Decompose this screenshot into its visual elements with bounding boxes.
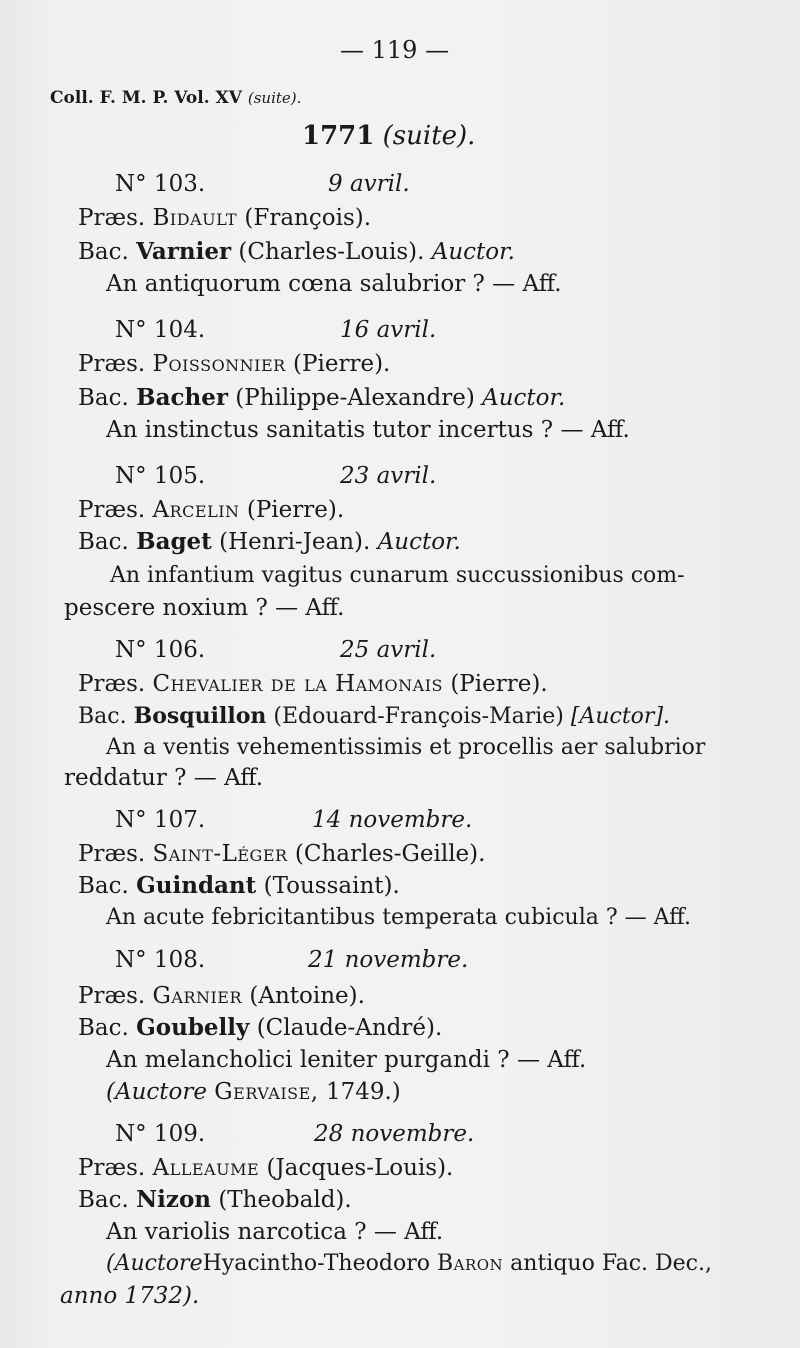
- thesis-question: An instinctus sanitatis tutor incertus ? — Aff.: [106, 417, 630, 443]
- bachelor-label: Bac.: [78, 385, 129, 411]
- entry-number: N° 103.: [115, 171, 206, 197]
- praeses-line: [78, 350, 390, 378]
- bachelor-auctor: Auctor.: [482, 385, 566, 411]
- bachelor-label: Bac.: [78, 704, 127, 729]
- praeses-line: [78, 982, 365, 1010]
- bachelor-firstname: (Philippe-Alexandre): [235, 385, 475, 411]
- bachelor-name: Nizon: [136, 1186, 212, 1213]
- year-number: 1771: [302, 121, 375, 151]
- praeses-label: Præs.: [78, 841, 146, 867]
- bachelor-firstname: (Claude-André).: [256, 1015, 443, 1041]
- thesis-question-continued: reddatur ? — Aff.: [64, 765, 264, 791]
- praeses-line: [78, 496, 344, 524]
- bachelor-label: Bac.: [78, 873, 129, 899]
- bachelor-name: Bosquillon: [133, 703, 267, 729]
- praeses-firstname: (Charles-Geille).: [294, 841, 486, 867]
- entry-date: 23 avril.: [340, 463, 437, 489]
- entry-date: 9 avril.: [328, 171, 410, 197]
- bachelor-name: Baget: [136, 528, 212, 555]
- praeses-label: Præs.: [78, 205, 146, 231]
- praeses-label: Præs.: [78, 497, 146, 523]
- thesis-question: An antiquorum cœna salubrior ? — Aff.: [106, 271, 562, 297]
- bachelor-firstname: (Edouard-François-Marie): [273, 704, 564, 729]
- entry-date: 14 novembre.: [312, 807, 473, 833]
- bachelor-line: [78, 702, 670, 731]
- praeses-firstname: (Jacques-Louis).: [266, 1155, 454, 1181]
- praeses-firstname: (François).: [244, 205, 372, 231]
- praeses-firstname: (Antoine).: [249, 983, 365, 1009]
- thesis-question: An acute febricitantibus temperata cubicula ? — Aff.: [106, 905, 691, 930]
- praeses-label: Præs.: [78, 983, 146, 1009]
- bachelor-firstname: (Theobald).: [218, 1187, 352, 1213]
- authorship-note-year: anno 1732).: [60, 1283, 200, 1309]
- bachelor-auctor: [Auctor].: [570, 704, 671, 729]
- year-heading: [302, 122, 475, 150]
- bachelor-line: [78, 384, 565, 412]
- praeses-name: Garnier: [152, 983, 243, 1009]
- bachelor-firstname: (Toussaint).: [263, 873, 400, 899]
- praeses-name: Chevalier de la Hamonais: [152, 671, 444, 697]
- entry-number: N° 109.: [115, 1121, 206, 1147]
- bachelor-label: Bac.: [78, 529, 129, 555]
- thesis-question-continued: pescere noxium ? — Aff.: [64, 595, 345, 621]
- bachelor-name: Bacher: [136, 384, 228, 411]
- authorship-note: (Auctore Gervaise, 1749.): [106, 1079, 401, 1105]
- thesis-question: An a ventis vehementissimis et procellis aer salubrior: [106, 735, 706, 760]
- praeses-name: Alleaume: [152, 1155, 260, 1181]
- praeses-firstname: (Pierre).: [293, 351, 391, 377]
- praeses-line: [78, 840, 485, 868]
- bachelor-line: [78, 528, 461, 556]
- bachelor-label: Bac.: [78, 1187, 129, 1213]
- praeses-label: Præs.: [78, 1155, 146, 1181]
- praeses-name: Arcelin: [152, 497, 240, 523]
- praeses-line: [78, 204, 371, 232]
- authorship-note: (AuctoreHyacintho-Theodoro Baron antiquo Fac. Dec.,: [106, 1251, 712, 1276]
- praeses-name: Saint-Léger: [152, 841, 288, 867]
- entry-date: 28 novembre.: [314, 1121, 475, 1147]
- entry-number: N° 105.: [115, 463, 206, 489]
- praeses-firstname: (Pierre).: [450, 671, 548, 697]
- entry-number: N° 107.: [115, 807, 206, 833]
- bachelor-label: Bac.: [78, 1015, 129, 1041]
- bachelor-name: Guindant: [136, 872, 257, 899]
- praeses-name: Poissonnier: [152, 351, 286, 377]
- collection-header-prefix: Coll. F. M. P. Vol. XV: [50, 88, 242, 108]
- collection-header: [50, 84, 301, 112]
- thesis-question: An infantium vagitus cunarum succussionibus com-: [110, 563, 685, 588]
- entry-date: 21 novembre.: [308, 947, 469, 973]
- praeses-label: Præs.: [78, 351, 146, 377]
- bachelor-line: [78, 872, 400, 900]
- praeses-firstname: (Pierre).: [246, 497, 345, 523]
- entry-date: 25 avril.: [340, 637, 437, 663]
- praeses-name: Bidault: [152, 205, 238, 231]
- praeses-label: Præs.: [78, 671, 146, 697]
- bachelor-firstname: (Charles-Louis).: [238, 239, 425, 265]
- bachelor-name: Goubelly: [136, 1014, 250, 1041]
- folio-number: — 119 —: [340, 36, 450, 64]
- collection-header-suite: (suite).: [247, 89, 302, 107]
- bachelor-label: Bac.: [78, 239, 129, 265]
- praeses-line: [78, 1154, 453, 1182]
- entry-date: 16 avril.: [340, 317, 437, 343]
- bachelor-line: [78, 1014, 442, 1042]
- entry-number: N° 108.: [115, 947, 206, 973]
- bachelor-auctor: Auctor.: [431, 239, 515, 265]
- bachelor-firstname: (Henri-Jean).: [219, 529, 371, 555]
- entry-number: N° 106.: [115, 637, 206, 663]
- thesis-question: An melancholici leniter purgandi ? — Aff.: [106, 1047, 587, 1073]
- bachelor-auctor: Auctor.: [377, 529, 461, 555]
- bachelor-line: [78, 238, 515, 266]
- praeses-line: [78, 670, 548, 698]
- bachelor-name: Varnier: [136, 238, 232, 265]
- year-suite: (suite).: [382, 121, 476, 151]
- thesis-question: An variolis narcotica ? — Aff.: [106, 1219, 444, 1245]
- entry-number: N° 104.: [115, 317, 206, 343]
- bachelor-line: [78, 1186, 352, 1214]
